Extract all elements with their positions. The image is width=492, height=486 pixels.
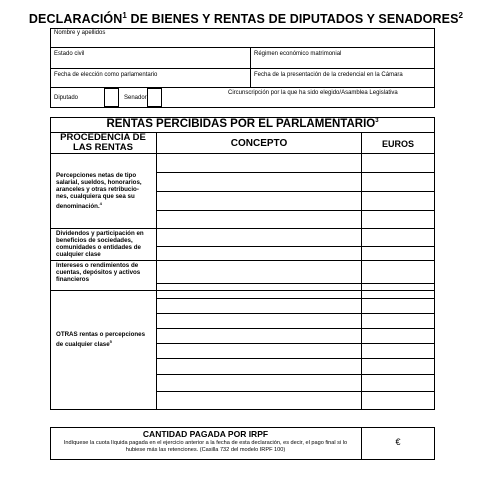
circunscripcion-field[interactable]: Circunscripción por la que ha sido elegido/Asamblea Legislativa	[228, 90, 398, 96]
row-line	[157, 391, 434, 392]
category-otras-rentas: OTRAS rentas o percepciones de cualquier clase$^5$	[56, 331, 146, 349]
irpf-title: CANTIDAD PAGADA POR IRPF	[142, 429, 269, 439]
senador-checkbox[interactable]	[147, 88, 162, 107]
category-separator	[51, 260, 434, 261]
divider	[51, 68, 434, 69]
category-percepciones: Percepciones netas de tipo salarial, sueldos, honorarios, aranceles y otras retribucio- nes, cualquiera que sea su denominación.$^4$	[56, 172, 142, 211]
irpf-description: Indíquese la cuota líquida pagada en el ejercicio anterior a la fecha de esta declaración, es decir, el pago final si lo hubiese más las retenciones. (Casilla 732 del modelo IRPF 100)	[63, 440, 348, 453]
row-line	[157, 172, 434, 173]
title-rest: DE BIENES Y RENTAS DE DIPUTADOS Y SENADORES	[126, 12, 459, 27]
divider	[51, 47, 434, 48]
category-separator	[51, 228, 434, 229]
row-line	[157, 246, 434, 247]
row-line	[157, 298, 434, 299]
rentas-section-title: RENTAS PERCIBIDAS POR EL PARLAMENTARIO$^3$	[106, 118, 379, 130]
col-header-euros: EUROS	[381, 139, 414, 149]
diputado-label: Diputado	[54, 95, 79, 101]
regimen-field[interactable]: Régimen económico matrimonial	[254, 51, 342, 57]
diputado-checkbox[interactable]	[104, 88, 119, 107]
nombre-field[interactable]: Nombre y apellidos	[54, 30, 106, 36]
rentas-footnote: 3	[375, 118, 379, 125]
col-header-procedencia: PROCEDENCIA DE LAS RENTAS	[60, 132, 146, 153]
row-line	[157, 283, 434, 284]
category-intereses: Intereses o rendimientos de cuentas, depósitos y activos financieros	[56, 262, 141, 283]
row-line	[157, 210, 434, 211]
category-separator	[51, 290, 434, 291]
row-line	[157, 191, 434, 192]
irpf-amount-field[interactable]: €	[395, 437, 401, 447]
col-divider-euros	[361, 132, 362, 409]
divider	[250, 47, 251, 87]
header-bottom-line	[51, 153, 434, 154]
document-title	[0, 11, 492, 26]
title-footnote-2: 2	[458, 11, 464, 20]
title-text: DECLARACIÓN	[28, 12, 123, 27]
category-dividendos: Dividendos y participación en beneficios de sociedades, comunidades o entidades de cualquier clase	[56, 230, 144, 258]
fecha-presentacion-field[interactable]: Fecha de la presentación de la credencial en la Cámara	[254, 72, 403, 78]
row-line	[157, 374, 434, 375]
senador-label: Senador	[124, 95, 147, 101]
fecha-eleccion-field[interactable]: Fecha de elección como parlamentario	[54, 72, 158, 78]
estado-civil-field[interactable]: Estado civil	[54, 51, 85, 57]
row-line	[157, 313, 434, 314]
col-header-concepto: CONCEPTO	[230, 138, 288, 149]
col-divider-procedencia	[156, 132, 157, 409]
row-line	[157, 328, 434, 329]
row-line	[157, 358, 434, 359]
title-footnote-1: 1	[122, 11, 127, 20]
row-line	[157, 343, 434, 344]
